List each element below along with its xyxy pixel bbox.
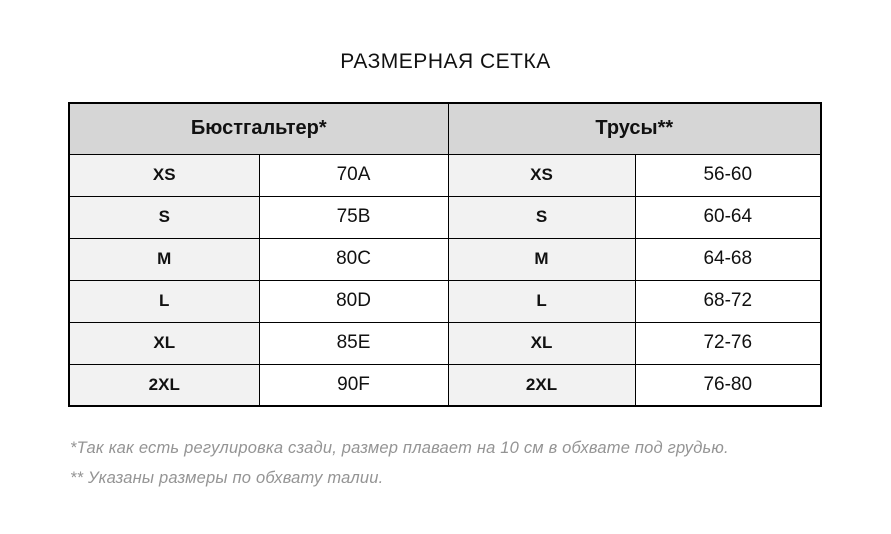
bra-size-cell: L (69, 280, 259, 322)
panty-value-cell: 56-60 (635, 154, 821, 196)
table-row (69, 322, 821, 364)
panty-size-cell: XL (448, 322, 635, 364)
panty-value-cell: 68-72 (635, 280, 821, 322)
bra-size-cell: 2XL (69, 364, 259, 406)
panty-size-cell: S (448, 196, 635, 238)
bra-value-cell: 70A (259, 154, 448, 196)
panty-size-cell: XS (448, 154, 635, 196)
footnote-bra: *Так как есть регулировка сзади, размер плавает на 10 см в обхвате под грудью. (70, 439, 729, 457)
panty-size-cell: L (448, 280, 635, 322)
panty-size-cell: M (448, 238, 635, 280)
table-row (69, 238, 821, 280)
panty-value-cell: 72-76 (635, 322, 821, 364)
bra-value-cell: 90F (259, 364, 448, 406)
footnote-panties: ** Указаны размеры по обхвату талии. (70, 469, 384, 487)
footnotes (70, 433, 891, 493)
bra-size-cell: S (69, 196, 259, 238)
table-row (69, 196, 821, 238)
size-chart-page (0, 50, 891, 534)
page-title: РАЗМЕРНАЯ СЕТКА (340, 50, 551, 73)
bra-value-cell: 80C (259, 238, 448, 280)
panty-value-cell: 64-68 (635, 238, 821, 280)
bra-size-cell: XS (69, 154, 259, 196)
panty-size-cell: 2XL (448, 364, 635, 406)
panty-value-cell: 60-64 (635, 196, 821, 238)
bra-size-cell: XL (69, 322, 259, 364)
column-header-bra: Бюстгальтер* (69, 103, 448, 154)
table-row (69, 280, 821, 322)
bra-value-cell: 85E (259, 322, 448, 364)
column-header-panties: Трусы** (448, 103, 821, 154)
table-header-row (69, 103, 821, 154)
bra-size-cell: M (69, 238, 259, 280)
size-table (68, 102, 822, 407)
table-row (69, 364, 821, 406)
table-row (69, 154, 821, 196)
bra-value-cell: 80D (259, 280, 448, 322)
panty-value-cell: 76-80 (635, 364, 821, 406)
bra-value-cell: 75B (259, 196, 448, 238)
